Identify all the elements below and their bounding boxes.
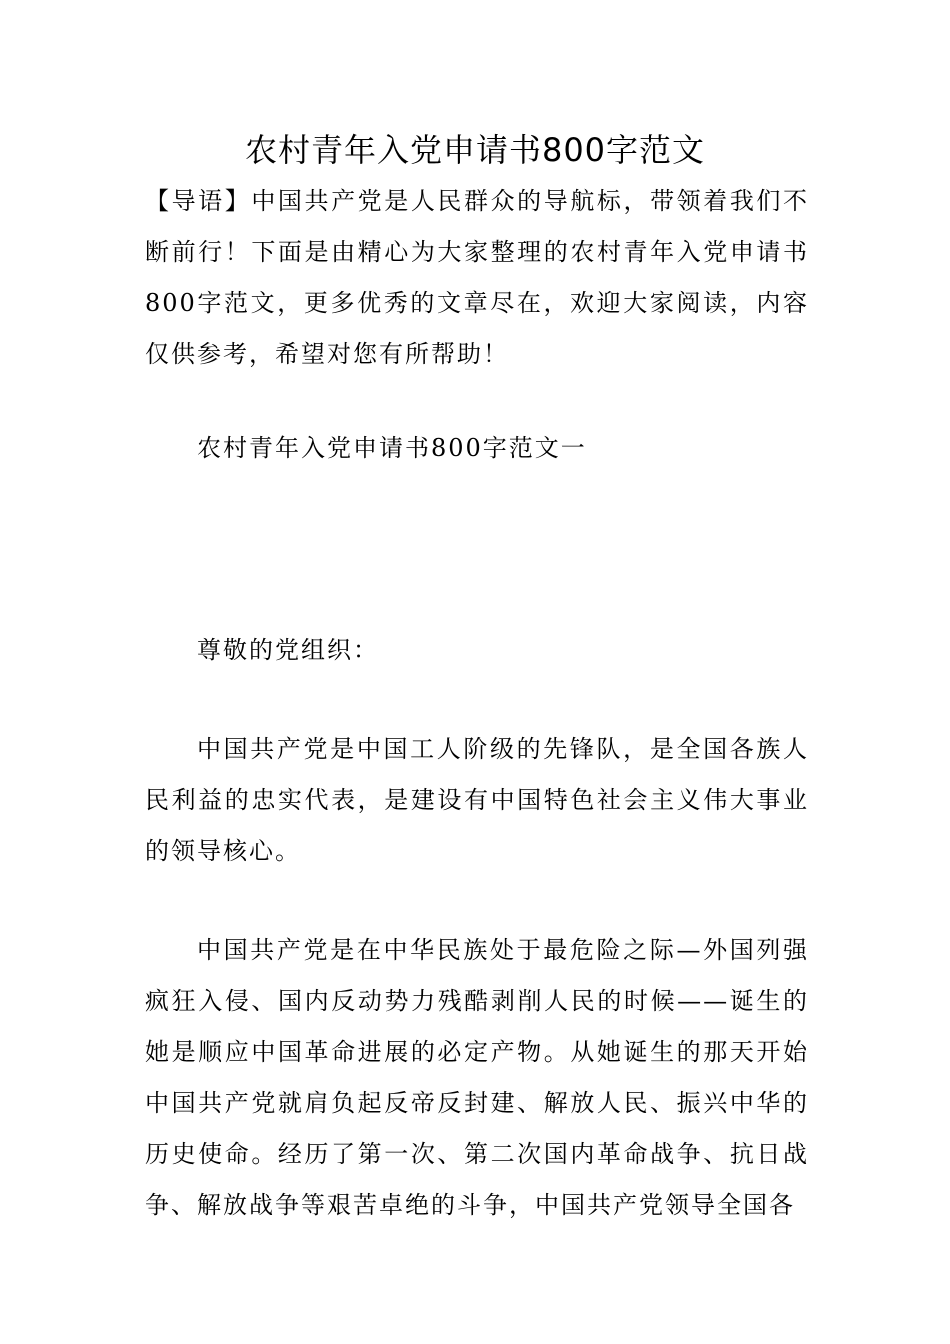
intro-paragraph: 【导语】中国共产党是人民群众的导航标，带领着我们不断前行！下面是由精心为大家整理的农村青年入党申请书800字范文，更多优秀的文章尽在，欢迎大家阅读，内容仅供参考，希望对您有所帮助！ bbox=[145, 187, 809, 368]
document-title: 农村青年入党申请书800字范文 bbox=[244, 131, 706, 169]
salutation: 尊敬的党组织： bbox=[197, 636, 379, 664]
body-paragraph: 中国共产党是在中华民族处于最危险之际—外国列强疯狂入侵、国内反动势力残酷剥削人民的时候——诞生的她是顺应中国革命进展的必定产物。从她诞生的那天开始中国共产党就肩负起反帝反封建、解放人民、振兴中华的历史使命。经历了第一次、第二次国内革命战争、抗日战争、解放战争等艰苦卓绝的斗争，中国共产党领导全国各 bbox=[145, 936, 809, 1219]
body-paragraph: 中国共产党是中国工人阶级的先锋队，是全国各族人民利益的忠实代表，是建设有中国特色社会主义伟大事业的领导核心。 bbox=[145, 735, 809, 865]
section-heading: 农村青年入党申请书800字范文一 bbox=[197, 434, 587, 462]
